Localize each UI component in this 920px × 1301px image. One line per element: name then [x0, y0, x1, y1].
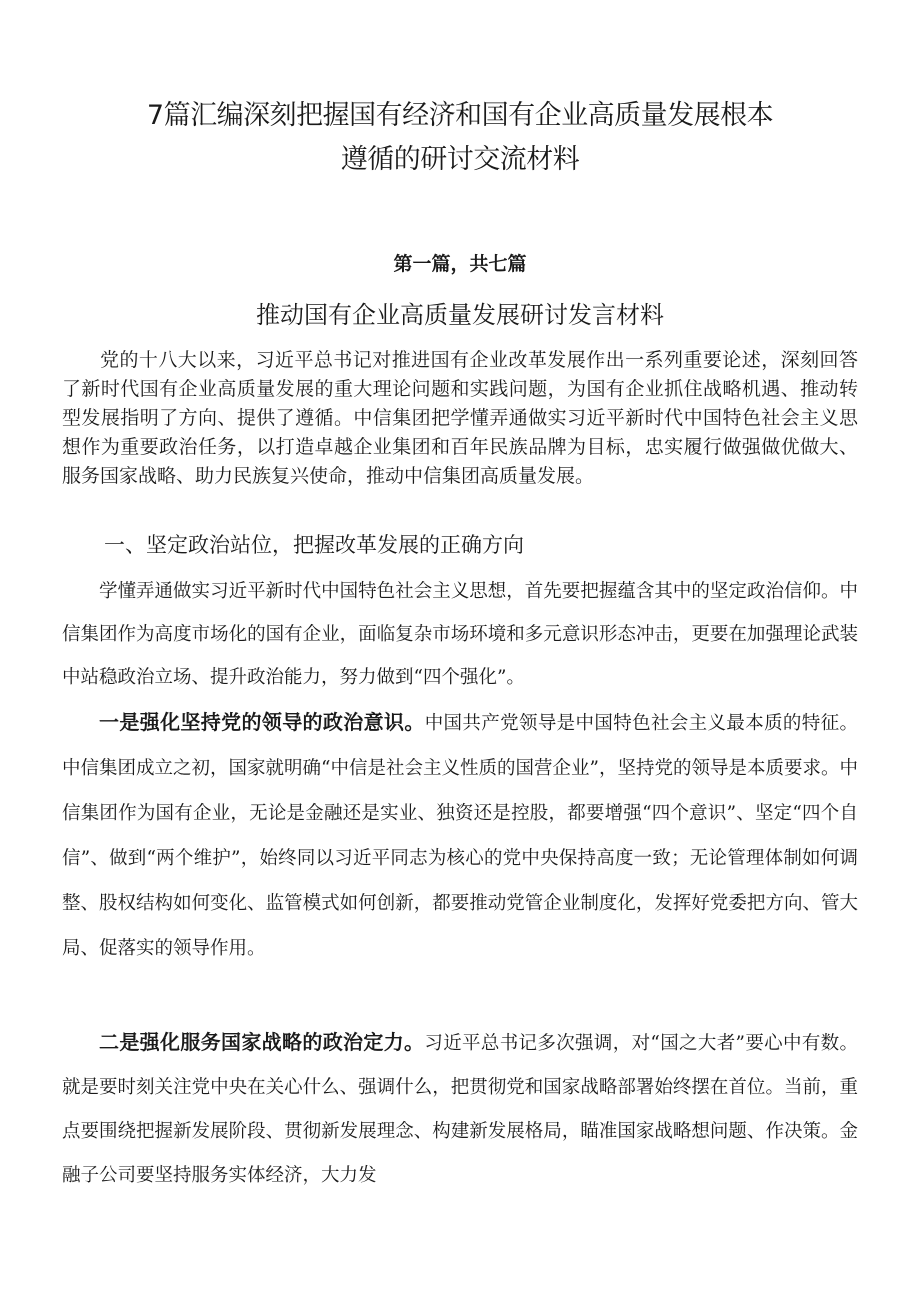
point-2-body: 习近平总书记多次强调，对“国之大者”要心中有数。就是要时刻关注党中央在关心什么、强调什么，把贯彻党和国家战略部署始终摆在首位。当前，重点要围绕把握新发展阶段、贯彻新发展理念、构建新发展格局，瞄准国家战略想问题、作决策。金融子公司要坚持服务实体经济，大力发 — [62, 1033, 859, 1186]
point-1-paragraph — [62, 700, 858, 971]
part-label: 第一篇，共七篇 — [393, 253, 527, 275]
section-heading-1: 一、坚定政治站位，把握改革发展的正确方向 — [104, 533, 524, 557]
point-1-body: 中国共产党领导是中国特色社会主义最本质的特征。中信集团成立之初，国家就明确“中信是社会主义性质的国营企业”，坚持党的领导是本质要求。中信集团作为国有企业，无论是金融还是实业、独资还是控股，都要增强“四个意识”、坚定“四个自信”、做到“两个维护”，始终同以习近平同志为核心的党中央保持高度一致；无论管理体制如何调整、股权结构如何变化、监管模式如何创新，都要推动党管企业制度化，发挥好党委把方向、管大局、促落实的领导作用。 — [62, 713, 858, 959]
intro-paragraph: 党的十八大以来，习近平总书记对推进国有企业改革发展作出一系列重要论述，深刻回答了新时代国有企业高质量发展的重大理论问题和实践问题，为国有企业抓住战略机遇、推动转型发展指明了方向、提供了遵循。中信集团把学懂弄通做实习近平新时代中国特色社会主义思想作为重要政治任务，以打造卓越企业集团和百年民族品牌为目标，忠实履行做强做优做大、服务国家战略、助力民族复兴使命，推动中信集团高质量发展。 — [62, 349, 858, 487]
point-2-paragraph — [62, 1020, 858, 1198]
point-1-lead: 一是强化坚持党的领导的政治意识。 — [99, 710, 425, 734]
point-2-lead: 二是强化服务国家战略的政治定力。 — [99, 1030, 425, 1054]
document-title — [60, 94, 860, 182]
section-1-paragraph: 学懂弄通做实习近平新时代中国特色社会主义思想，首先要把握蕴含其中的坚定政治信仰。中信集团作为高度市场化的国有企业，面临复杂市场环境和多元意识形态冲击，更要在加强理论武装中站稳政治立场、提升政治能力，努力做到“四个强化”。 — [62, 581, 858, 688]
document-title-line-2: 遵循的研讨交流材料 — [340, 144, 580, 175]
section-title: 推动国有企业高质量发展研讨发言材料 — [256, 301, 664, 329]
document-title-line-1: 7篇汇编深刻把握国有经济和国有企业高质量发展根本 — [146, 100, 774, 131]
